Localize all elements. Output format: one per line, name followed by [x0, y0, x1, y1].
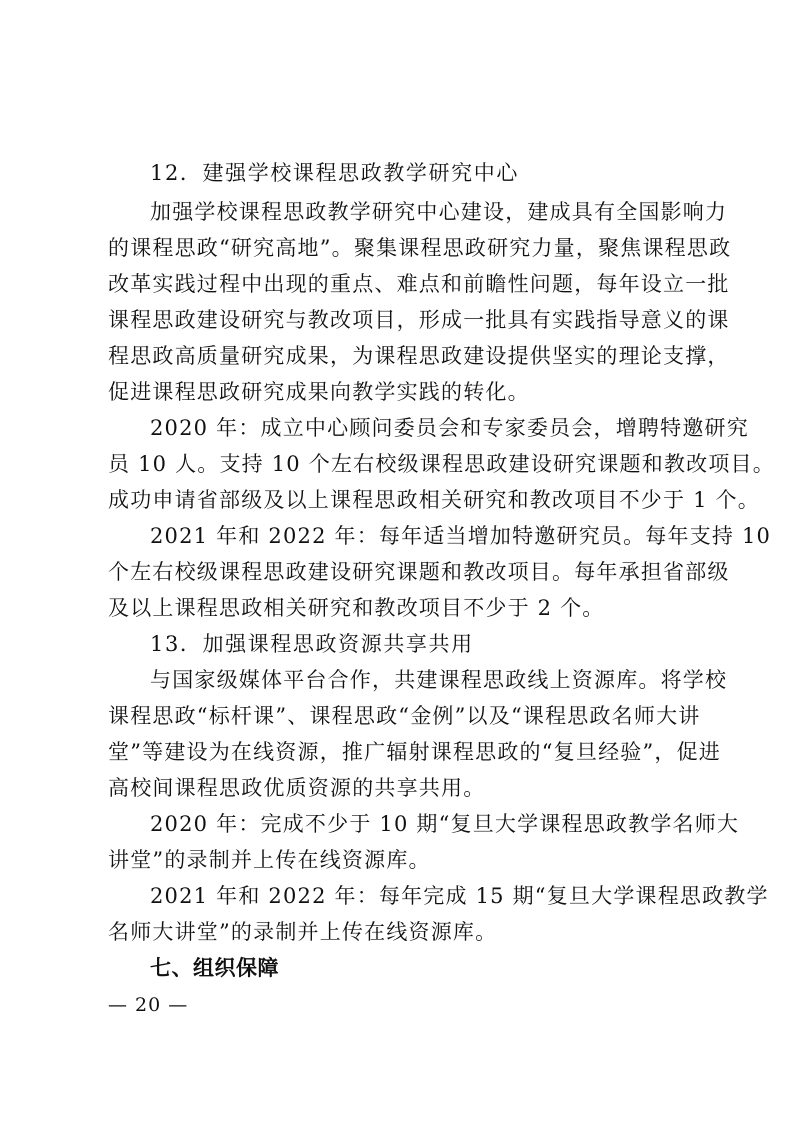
paragraph-line: 加强学校课程思政教学研究中心建设，建成具有全国影响力 [150, 200, 728, 224]
paragraph-line: 2020 年：成立中心顾问委员会和专家委员会，增聘特邀研究 [150, 416, 749, 440]
section-7-heading: 七、组织保障 [150, 956, 279, 980]
paragraph-line: 及以上课程思政相关研究和教改项目不少于 2 个。 [108, 596, 605, 620]
paragraph-line: 2020 年：完成不少于 10 期“复旦大学课程思政教学名师大 [150, 812, 740, 836]
paragraph-line: 2021 年和 2022 年：每年适当增加特邀研究员。每年支持 10 [150, 524, 772, 548]
paragraph-line: 改革实践过程中出现的重点、难点和前瞻性问题，每年设立一批 [108, 272, 730, 296]
paragraph-line: 个左右校级课程思政建设研究课题和教改项目。每年承担省部级 [108, 560, 730, 584]
paragraph-line: 课程思政“标杆课”、课程思政“金例”以及“课程思政名师大讲 [108, 704, 701, 728]
paragraph-line: 成功申请省部级及以上课程思政相关研究和教改项目不少于 1 个。 [108, 488, 760, 512]
paragraph-line: 2021 年和 2022 年：每年完成 15 期“复旦大学课程思政教学 [150, 884, 769, 908]
section-13-title: 13．加强课程思政资源共享共用 [150, 632, 474, 656]
page-number: — 20 — [108, 994, 189, 1016]
paragraph-line: 堂”等建设为在线资源，推广辐射课程思政的“复旦经验”，促进 [108, 740, 722, 764]
paragraph-line: 名师大讲堂”的录制并上传在线资源库。 [108, 920, 498, 944]
paragraph-line: 高校间课程思政优质资源的共享共用。 [108, 776, 486, 800]
section-12-title: 12．建强学校课程思政教学研究中心 [150, 161, 519, 185]
paragraph-line: 程思政高质量研究成果，为课程思政建设提供坚实的理论支撑， [108, 344, 730, 368]
paragraph-line: 与国家级媒体平台合作，共建课程思政线上资源库。将学校 [150, 668, 728, 692]
paragraph-line: 课程思政建设研究与教改项目，形成一批具有实践指导意义的课 [108, 308, 730, 332]
paragraph-line: 促进课程思政研究成果向教学实践的转化。 [108, 380, 530, 404]
paragraph-line: 员 10 人。支持 10 个左右校级课程思政建设研究课题和教改项目。 [108, 452, 775, 476]
paragraph-line: 讲堂”的录制并上传在线资源库。 [108, 848, 431, 872]
paragraph-line: 的课程思政“研究高地”。聚集课程思政研究力量，聚焦课程思政 [108, 236, 732, 260]
